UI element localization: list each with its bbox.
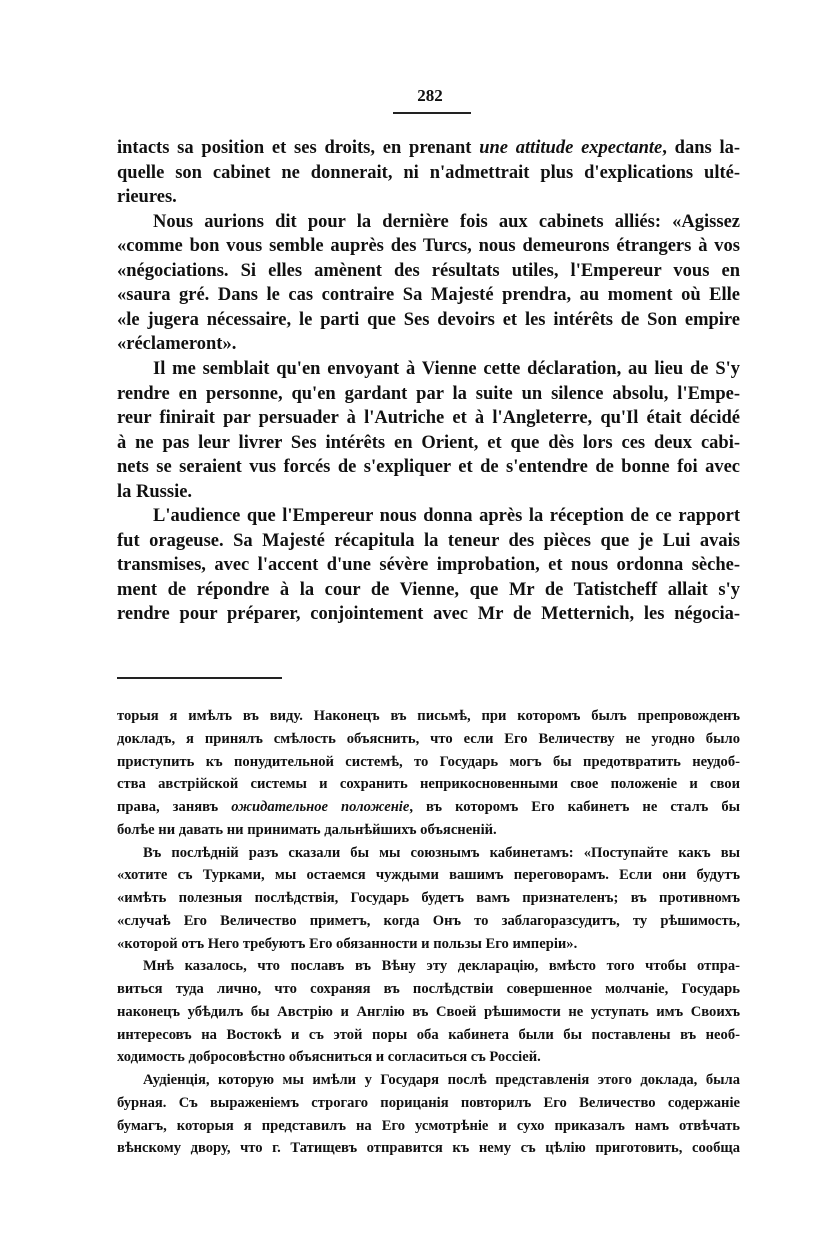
italic-phrase: une attitude expectante	[479, 138, 663, 158]
footnote-line: «хотите съ Турками, мы остаемся чуждыми вашимъ переговорамъ. Если они будутъ	[117, 867, 740, 884]
main-line: nets se seraient vus forcés de s'expliquer et de s'entendre de bonne foi avec	[117, 457, 740, 478]
footnote-line: Въ послѣдній разъ сказали бы мы союзнымъ кабинетамъ: «Поступайте какъ вы	[143, 844, 740, 861]
main-line: fut orageuse. Sa Majesté récapitula la teneur des pièces que je Lui avais	[117, 530, 740, 551]
main-line: «le jugera nécessaire, le parti que Ses devoirs et les intérêts de Son empire	[117, 309, 740, 330]
page-number: 282	[417, 86, 443, 105]
main-line: à ne pas leur livrer Ses intérêts en Orient, et que dès lors ces deux cabi-	[117, 432, 740, 453]
main-line: L'audience que l'Empereur nous donna après la réception de ce rapport	[153, 506, 740, 527]
main-line: reur finirait par persuader à l'Autriche et à l'Angleterre, qu'Il était décidé	[117, 408, 740, 429]
footnote-line: «имѣть полезныя послѣдствія, Государь будетъ вамъ признателенъ; въ противномъ	[117, 890, 740, 906]
footnote-line: Аудіенція, которую мы имѣли у Государя послѣ представленія этого доклада, была	[143, 1072, 740, 1088]
footnote-line: болѣе ни давать ни принимать дальнѣйшихъ объясненій.	[117, 821, 497, 838]
main-line: «comme bon vous semble auprès des Turcs, nous demeurons étrangers à vos	[117, 236, 740, 257]
footnote-line: бурная. Съ выраженіемъ строгаго порицанія повторилъ Его Величество содержаніе	[117, 1094, 740, 1111]
footnote-line: Мнѣ казалось, что пославъ въ Вѣну эту декларацію, вмѣсто того чтобы отпра-	[143, 958, 740, 975]
main-line: «saura gré. Dans le cas contraire Sa Majesté prendra, au moment où Elle	[117, 285, 740, 306]
footnote-line: докладъ, я принялъ смѣлость объяснить, что если Его Величеству не угодно было	[117, 730, 740, 747]
header-rule	[393, 112, 471, 114]
main-line: transmises, avec l'accent d'une sévère improbation, et nous ordonna sèche-	[117, 555, 740, 576]
italic-phrase: ожидательное положеніе	[231, 799, 410, 815]
main-line: «négociations. Si elles amènent des résultats utiles, l'Empereur vous en	[117, 260, 740, 281]
text-run: права, занявъ	[117, 799, 232, 815]
footnote-line: вѣнскому двору, что г. Татищевъ отправится къ нему съ цѣлію приготовить, сообща	[117, 1140, 740, 1157]
text-run: , dans la-	[662, 138, 741, 158]
main-line: «réclameront».	[117, 334, 237, 355]
main-line: rendre en personne, qu'en gardant par la suite un silence absolu, l'Empe-	[117, 383, 740, 404]
footnote-line: приступить къ понудительной системѣ, то Государь могъ бы предотвратить неудоб-	[117, 753, 740, 770]
text-run: , въ которомъ Его кабинетъ не сталъ бы	[409, 799, 741, 815]
footnote-line: ства австрійской системы и сохранить неприкосновенными свое положеніе и свои	[117, 776, 740, 793]
main-line: Nous aurions dit pour la dernière fois aux cabinets alliés: «Agissez	[153, 211, 740, 232]
footnote-line: торыя я имѣлъ въ виду. Наконецъ въ письмѣ, при которомъ былъ препровожденъ	[117, 708, 740, 724]
footnote-line: «случаѣ Его Величество приметъ, когда Онъ то заблагоразсудитъ, ту рѣшимость,	[117, 912, 740, 929]
footnote-rule	[117, 677, 282, 679]
main-line: quelle son cabinet ne donnerait, ni n'admettrait plus d'explications ulté-	[117, 162, 740, 183]
footnote-line: бумагъ, которыя я представилъ на Его усмотрѣніе и сухо приказалъ намъ отвѣчать	[117, 1117, 740, 1134]
footnote-line: виться туда лично, что сохраняя въ послѣдствіи совершенное молчаніе, Государь	[117, 981, 740, 997]
footnote-line	[117, 796, 740, 818]
text-run: intacts sa position et ses droits, en prenant	[117, 138, 480, 158]
footnote-line: наконецъ убѣдилъ бы Австрію и Англію въ Своей рѣшимости не уступать имъ Своихъ	[117, 1003, 740, 1020]
main-line: Il me semblait qu'en envoyant à Vienne cette déclaration, au lieu de S'y	[153, 358, 740, 379]
main-line: rendre pour préparer, conjointement avec Mr de Metternich, les négocia-	[117, 604, 740, 625]
main-line	[117, 136, 740, 160]
main-line: rieures.	[117, 187, 177, 208]
main-line: ment de répondre à la cour de Vienne, que Mr de Tatistcheff allait s'y	[117, 579, 740, 600]
footnote-line: ходимость добросовѣстно объясниться и согласиться съ Россіей.	[117, 1049, 541, 1066]
footnote-line: «которой отъ Него требуютъ Его обязанности и пользы Его имперіи».	[117, 935, 578, 952]
footnote-line: интересовъ на Востокѣ и съ этой поры оба кабинета были бы поставлены въ необ-	[117, 1026, 740, 1043]
main-line: la Russie.	[117, 481, 193, 502]
